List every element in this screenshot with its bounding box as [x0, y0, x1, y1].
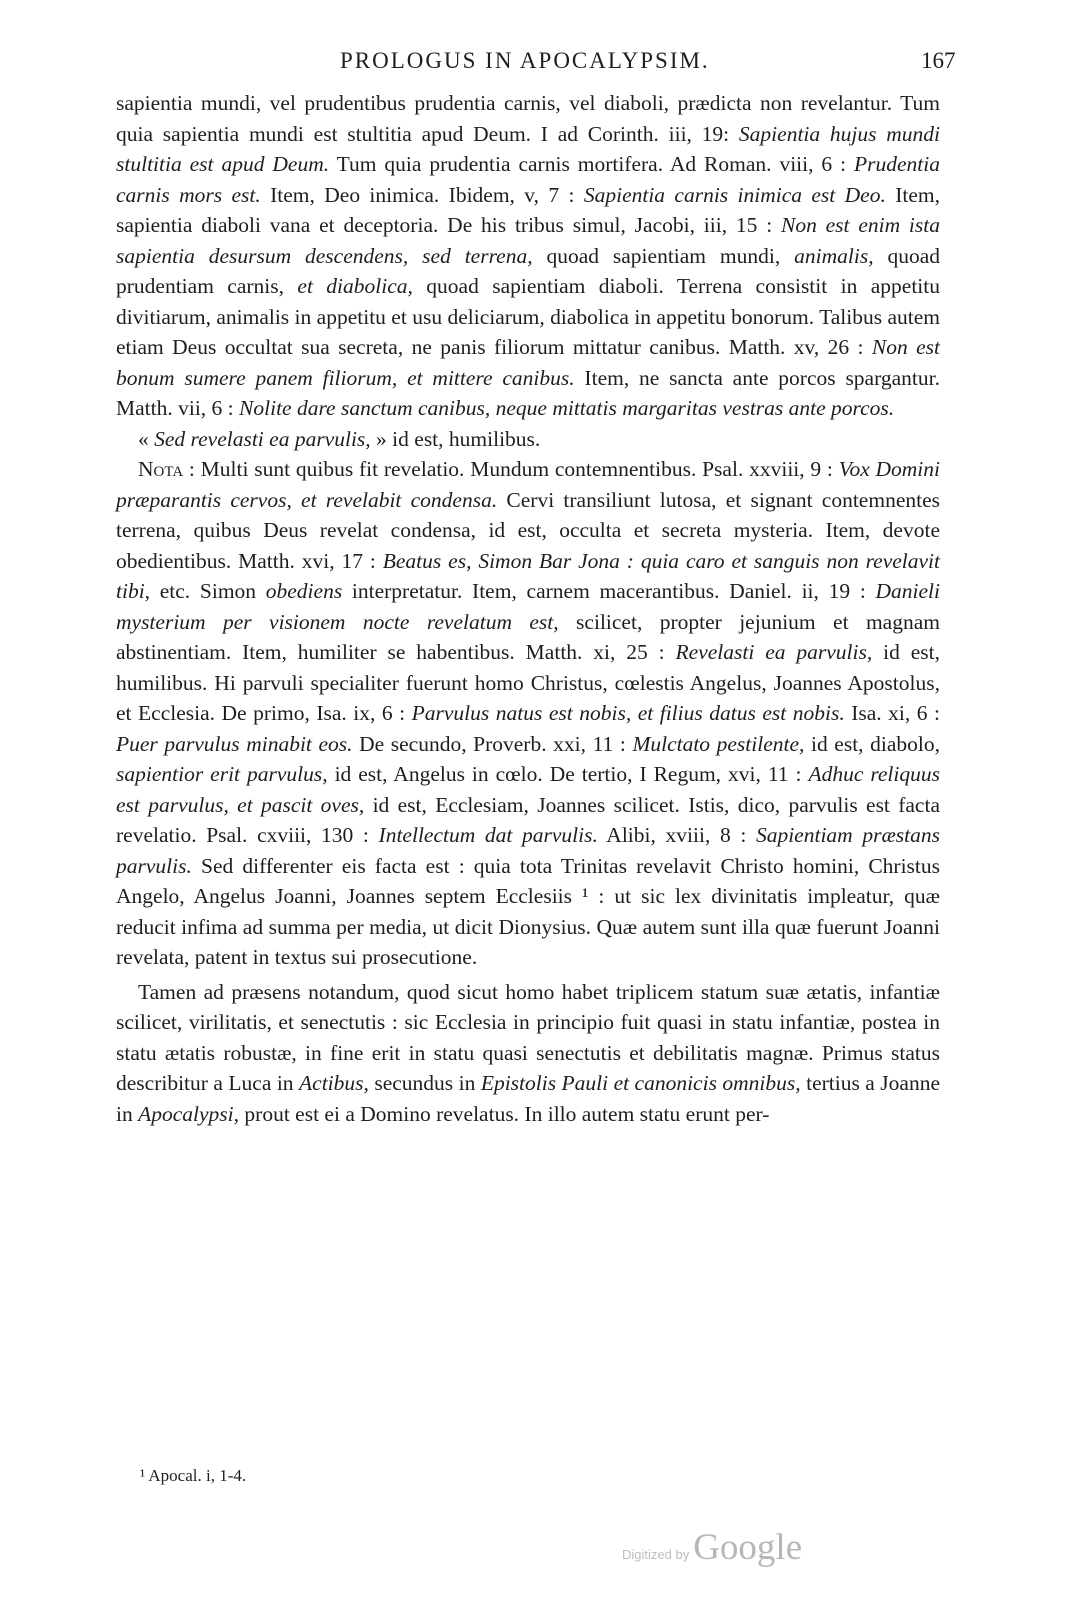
text-run: prout est ei a Domino revelatus. In illo autem statu erunt per-: [239, 1101, 770, 1126]
paragraph: [116, 977, 940, 1130]
text-run: interpretatur. Item, carnem macerantibus. Daniel. ii, 19 :: [342, 579, 876, 603]
running-title: PROLOGUS IN APOCALYPSIM.: [340, 48, 710, 73]
text-run: tertius a Joanne in: [116, 1071, 940, 1126]
italic-quote: Non est bonum sumere panem filiorum, et mittere canibus.: [116, 335, 940, 390]
italic-quote: Revelasti ea parvulis,: [675, 640, 873, 664]
text-run: Item, ne sancta ante porcos spargantur. Matth. vii, 6 :: [116, 365, 940, 420]
text-run: id est, Angelus in cœlo. De tertio, I Regum, xvi, 11 :: [327, 762, 809, 786]
text-run: Isa. xi, 6 :: [844, 701, 940, 725]
text-run: etc. Simon: [150, 579, 266, 603]
text-run: Item, Deo inimica. Ibidem, v, 7 :: [260, 182, 584, 207]
paragraph: [116, 454, 940, 973]
text-run: secundus in: [368, 1071, 481, 1095]
italic-quote: et diabolica,: [297, 274, 413, 298]
italic-quote: Adhuc reliquus est parvulus, et pascit oves,: [116, 762, 940, 817]
italic-quote: Sapientia hujus mundi stultitia est apud Deum.: [116, 121, 940, 176]
page-number: 167: [921, 48, 956, 73]
text-run: quoad sapientiam diaboli. Terrena consistit in appetitu divitiarum, animalis in appetitu et usu deliciarum, diabolica in appetitu bonorum. Talibus autem etiam Deus occultat sua secreta, ne panis filiorum mittatur canibus. Matth. xv, 26 :: [116, 274, 940, 359]
italic-quote: Sed revelasti ea parvulis,: [154, 426, 371, 451]
italic-quote: Intellectum dat parvulis.: [378, 823, 598, 847]
italic-quote: Non est enim ista sapientia desursum descendens, sed terrena,: [116, 213, 940, 268]
italic-quote: Parvulus natus est nobis, et filius datus est nobis.: [411, 701, 845, 725]
text-run: De secundo, Proverb. xxi, 11 :: [352, 731, 633, 756]
text-run: Item, sapientia diaboli vana et deceptoria. De his tribus simul, Jacobi, iii, 15 :: [116, 182, 940, 237]
text-run: scilicet, propter jejunium et magnam abstinentiam. Item, humiliter se habentibus. Matth. xi, 25 :: [116, 609, 940, 664]
italic-quote: Beatus es, Simon Bar Jona : quia caro et sanguis non revelavit tibi,: [116, 548, 940, 603]
italic-quote: Actibus,: [299, 1071, 369, 1095]
italic-quote: Sapientiam præstans parvulis.: [116, 823, 940, 878]
footnote: ¹ Apocal. i, 1-4.: [140, 1466, 247, 1485]
text-run: : Multi sunt quibus fit revelatio. Mundum contemnentibus. Psal. xxviii, 9 :: [183, 457, 839, 481]
text-run: quoad sapientiam mundi,: [532, 243, 795, 268]
text-run: id est, humilibus. Hi parvuli specialiter fuerunt homo Christus, cœlestis Angelus, Joannes Apostolus, et Ecclesia. De primo, Isa. ix, 6 :: [116, 640, 940, 725]
text-run: quoad prudentiam carnis,: [116, 243, 941, 298]
text-run: sapientia mundi, vel prudentibus prudentia carnis, vel diaboli, prædicta non revelantur. Tum quia sapientia mundi est stultitia apud Deum. I ad Corinth. iii, 19:: [116, 91, 940, 146]
text-run: Tum quia prudentia carnis mortifera. Ad Roman. viii, 6 :: [329, 152, 854, 176]
italic-quote: animalis,: [794, 243, 874, 268]
watermark-label: Digitized by: [622, 1547, 690, 1562]
italic-quote: Epistolis Pauli et canonicis omnibus,: [480, 1071, 801, 1095]
text-run: id est, Ecclesiam, Joannes scilicet. Istis, dico, parvulis est facta revelatio. Psal. cxviii, 130 :: [116, 792, 940, 847]
italic-quote: Prudentia carnis mors est.: [116, 152, 940, 207]
italic-quote: sapientior erit parvulus,: [116, 762, 328, 786]
text-run: Sed differenter eis facta est : quia tota Trinitas revelavit Christo homini, Christus Angelo, Angelus Joanni, Joannes septem Ecclesiis ¹ : ut sic lex divinitatis impleatur, quæ reducit infima ad summa per media, ut dicit Dionysius. Quæ autem sunt illa quæ fuerunt Joanni revelata, patent in textus sui prosecutione.: [116, 853, 940, 969]
italic-quote: Mulctato pestilente,: [632, 731, 805, 756]
text-run: id est, diabolo,: [804, 731, 940, 756]
paragraph: [116, 88, 940, 424]
italic-quote: Sapientia carnis inimica est Deo.: [583, 182, 886, 207]
text-run: «: [138, 426, 155, 451]
body-text: [116, 88, 940, 1129]
digitized-watermark: [622, 1526, 802, 1569]
text-run: Alibi, xviii, 8 :: [597, 823, 756, 847]
text-run: Tamen ad præsens notandum, quod sicut homo habet triplicem statum suæ ætatis, infantiæ scilicet, virilitatis, et senectutis : sic Ecclesia in principio fuit quasi in statu infantiæ, postea in statu ætatis robustæ, in fine erit in statu quasi senectutis et debilitatis magnæ. Primus status describitur a Luca in: [116, 979, 940, 1095]
paragraph: [116, 424, 940, 455]
italic-quote: Vox Domini præparantis cervos, et revelabit condensa.: [116, 457, 941, 512]
italic-quote: Puer parvulus minabit eos.: [116, 731, 353, 756]
italic-quote: Nolite dare sanctum canibus, neque mittatis margaritas vestras ante porcos.: [239, 396, 895, 420]
italic-quote: Danieli mysterium per visionem nocte revelatum est,: [116, 579, 941, 634]
italic-quote: obediens: [265, 579, 343, 603]
text-run: » id est, humilibus.: [370, 426, 541, 451]
italic-quote: Apocalypsi,: [138, 1101, 240, 1126]
watermark-logo: Google: [693, 1527, 803, 1568]
small-caps-label: Nota: [138, 457, 184, 481]
text-run: Cervi transiliunt lutosa, et signant contemnentes terrena, quibus Deus revelat condensa, id est, occulta et secreta mysteria. Item, devote obedientibus. Matth. xvi, 17 :: [116, 487, 941, 573]
